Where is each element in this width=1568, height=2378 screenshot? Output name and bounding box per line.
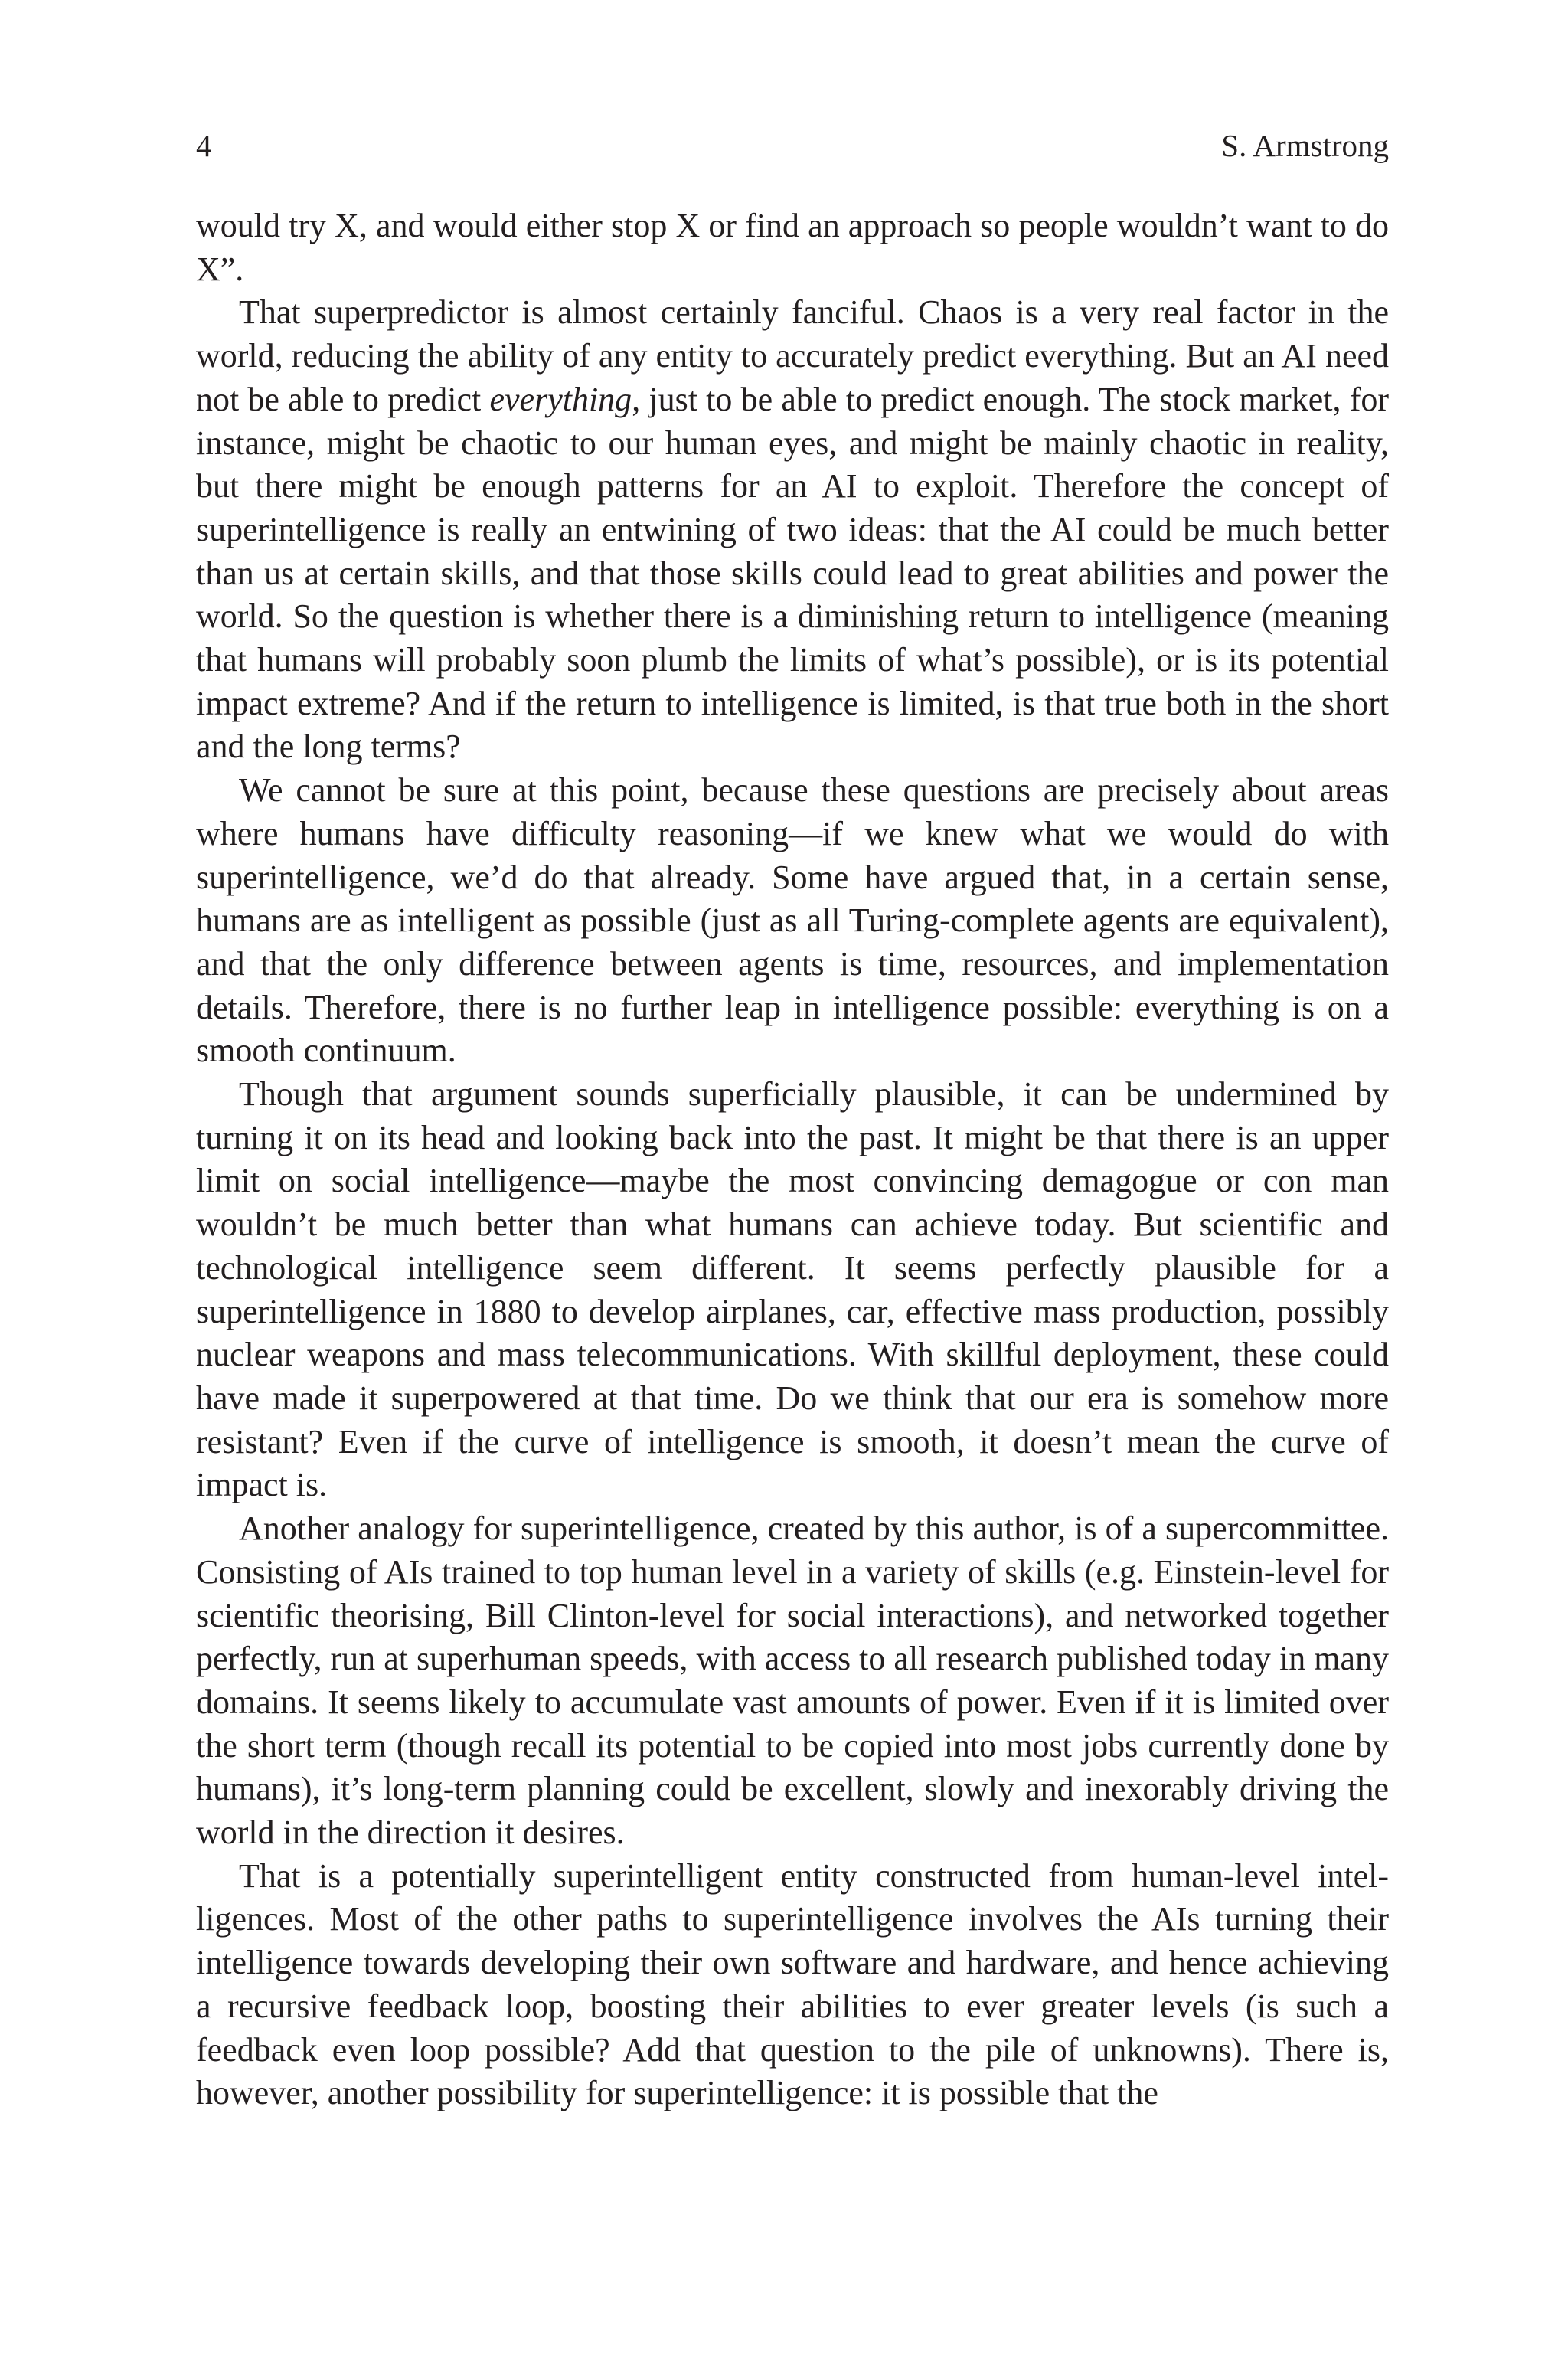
paragraph-uncertainty [196,769,1389,1073]
paragraph-supercommittee [196,1507,1389,1855]
running-head-author: S. Armstrong [1221,128,1389,163]
paragraph-continued [196,204,1389,291]
paragraph-text: , just to be able to predict enough. The stock market, for instance, might be chaotic to our human eyes, and might be mainly chaotic in reality, but there might be enough patterns for an AI to exploit. Therefore the concept of superintelligence is really an entwining of two ideas: that the AI could be much better than us at certain skills, and that those skills could lead to great abilities and power the world. So the question is whether there is a diminishing return to intelligence (meaning that humans will probably soon plumb the limits of what’s possible), or is its potential impact extreme? And if the return to intelligence is limited, is that true both in the short and the long terms? [196,380,1389,766]
paragraph-argument [196,1073,1389,1507]
paragraph-text: would try X, and would either stop X or find an approach so people wouldn’t want to do X”. [196,207,1389,288]
page-number: 4 [196,128,212,163]
page-header [196,123,1389,168]
body-text [196,204,1389,2115]
paragraph-text: That is a potentially superintelligent entity constructed from human-level intelligences. Most of the other paths to superintelligence involves the AIs turning their intelligence towards developing their own software and hardware, and hence achieving a recursive feedback loop, boosting their abilities to ever greater levels (is such a feedback even loop possible? Add that question to the pile of unknowns). There is, however, another possibility for superintelligence: it is possible that the [196,1856,1389,2112]
paragraph-superpredictor [196,291,1389,769]
emphasis-everything: everything [489,380,632,418]
paragraph-text: Though that argument sounds superficially plausible, it can be undermined by turning it on its head and looking back into the past. It might be that there is an upper limit on social intelligence—maybe the most convincing demagogue or con man wouldn’t be much better than what humans can achieve today. But scientific and technological intelligence seem different. It seems perfectly plausible for a superintelligence in 1880 to develop airplanes, car, effective mass production, possibly nuclear weapons and mass telecommunications. With skillful deployment, these could have made it superpowered at that time. Do we think that our era is somehow more resistant? Even if the curve of intelligence is smooth, it doesn’t mean the curve of impact is. [196,1075,1389,1504]
paragraph-text: Another analogy for superintelligence, created by this author, is of a supercommittee. Consisting of AIs trained to top human level in a variety of skills (e.g. Einstein-level for scientific theorising, Bill Clinton-level for social interactions), and networked together perfectly, run at superhuman speeds, with access to all research published today in many domains. It seems likely to accumulate vast amounts of power. Even if it is limited over the short term (though recall its potential to be copied into most jobs currently done by humans), it’s long-term planning could be excellent, slowly and inexorably driving the world in the direction it desires. [196,1510,1389,1852]
paragraph-text: That superpredictor is almost certainly fanciful. Chaos is a very real factor in the world, reducing the ability of any entity to accurately predict everything. But an AI need not be able to predict [196,293,1389,418]
paragraph-text: We cannot be sure at this point, because these questions are precisely about areas where humans have difficulty reasoning—if we knew what we would do with superintelligence, we’d do that already. Some have argued that, in a certain sense, humans are as intelligent as possible (just as all Turing-complete agents are equivalent), and that the only difference between agents is time, resources, and implementation details. Therefore, there is no further leap in intelligence possible: everything is on a smooth continuum. [196,771,1389,1070]
paragraph-paths [196,1855,1389,2115]
